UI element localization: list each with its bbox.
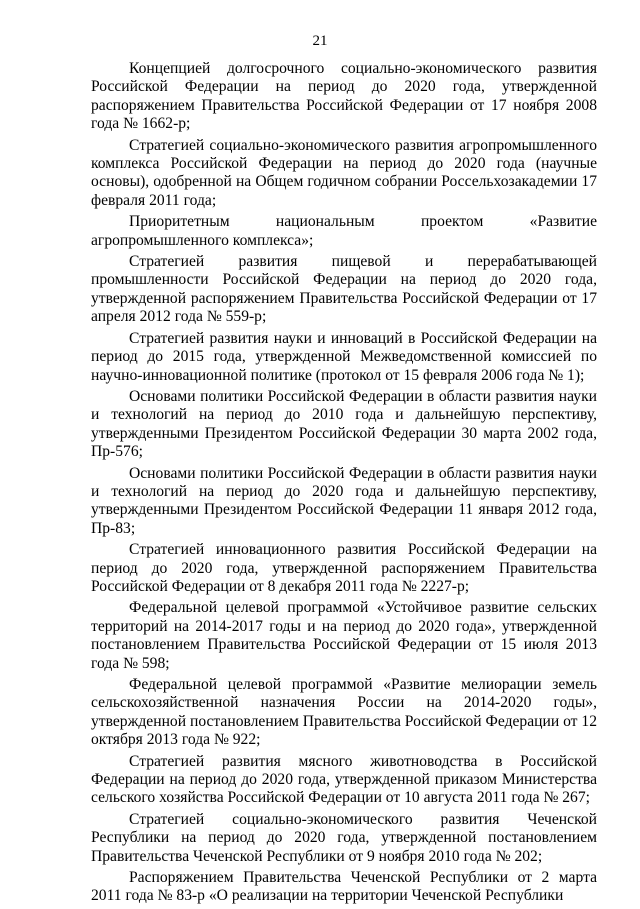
paragraph-6: Основами политики Российской Федерации в области развития науки и технологий на период до 2010 года и дальнейшую перспективу, утвержденными Президентом Российской Федерации 30 марта 2002 года, Пр-576; [91,387,597,461]
paragraph-10: Федеральной целевой программой «Развитие мелиорации земель сельскохозяйственной назначения России на 2014-2020 годы», утвержденной постановлением Правительства Российской Федерации от 12 октября 2013 года № 922; [91,676,597,749]
paragraph-2: Стратегией социально-экономического развития агропромышленного комплекса Российской Федерации на период до 2020 года (научные основы), одобренной на Общем годичном собрании Россельхозакадемии 17 февраля 2011 года; [91,136,597,209]
document-body [91,60,597,909]
paragraph-8: Стратегией инновационного развития Российской Федерации на период до 2020 года, утвержденной распоряжением Правительства Российской Федерации от 8 декабря 2011 года № 2227-р; [91,541,597,595]
paragraph-1: Концепцией долгосрочного социально-экономического развития Российской Федерации на период до 2020 года, утвержденной распоряжением Правительства Российской Федерации от 17 ноября 2008 года № 1662-р; [91,60,597,133]
paragraph-4: Стратегией развития пищевой и перерабатывающей промышленности Российской Федерации на период до 2020 года, утвержденной распоряжением Правительства Российской Федерации от 17 апреля 2012 года № 559-р; [91,253,597,326]
paragraph-3: Приоритетным национальным проектом «Развитие агропромышленного комплекса»; [91,213,597,249]
paragraph-12: Стратегией социально-экономического развития Чеченской Республики на период до 2020 года, утвержденной постановлением Правительства Чеченской Республики от 9 ноября 2010 года № 202; [91,810,597,865]
paragraph-5: Стратегией развития науки и инноваций в Российской Федерации на период до 2015 года, утвержденной Межведомственной комиссией по научно-инновационной политике (протокол от 15 февраля 2006 года № 1); [91,329,597,384]
paragraph-11: Стратегией развития мясного животноводства в Российской Федерации на период до 2020 года, утвержденной приказом Министерства сельского хозяйства Российской Федерации от 10 августа 2011 года № 267; [91,752,597,807]
page-number: 21 [312,33,328,49]
paragraph-7: Основами политики Российской Федерации в области развития науки и технологий на период до 2020 года и дальнейшую перспективу, утвержденными Президентом Российской Федерации 11 января 2012 года, Пр-83; [91,464,597,537]
paragraph-13: Распоряжением Правительства Чеченской Республики от 2 марта 2011 года № 83-р «О реализации на территории Чеченской Республики [91,869,597,905]
paragraph-9: Федеральной целевой программой «Устойчивое развитие сельских территорий на 2014-2017 годы и на период до 2020 года», утвержденной постановлением Правительства Российской Федерации от 15 июля 2013 года № 598; [91,599,597,672]
